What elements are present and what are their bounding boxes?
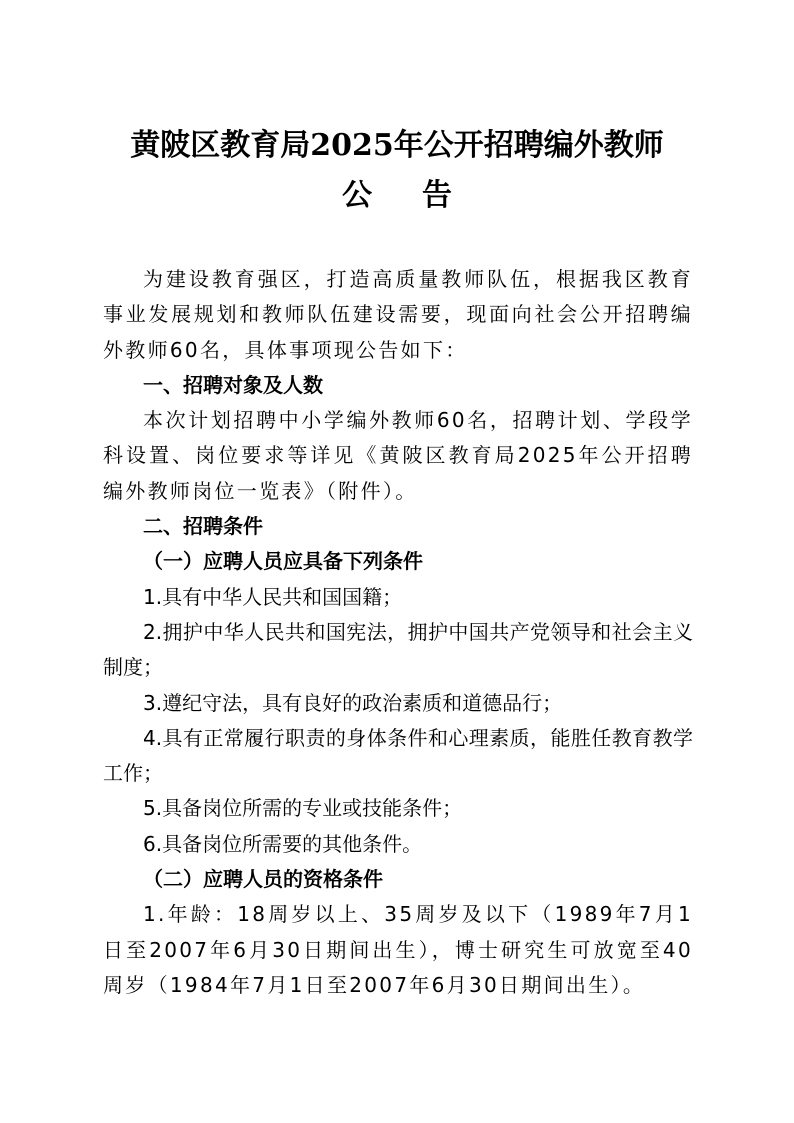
- section-heading-recruitment-targets: 一、招聘对象及人数: [143, 372, 323, 397]
- document-subtitle: 公告: [342, 178, 502, 213]
- condition-item-4: 4.具有正常履行职责的身体条件和心理素质，能胜任教育教学工作；: [103, 725, 693, 786]
- condition-item-6: 6.具备岗位所需要的其他条件。: [143, 831, 423, 856]
- qualification-item-1: 1.年龄：18周岁以上、35周岁及以下（1989年7月1日至2007年6月30日期间出生），博士研究生可放宽至40周岁（1984年7月1日至2007年6月30日期间出生）。: [103, 902, 693, 997]
- subsection-heading-general-conditions: （一）应聘人员应具备下列条件: [143, 549, 423, 574]
- section-heading-recruitment-conditions: 二、招聘条件: [143, 514, 263, 539]
- recruitment-targets-paragraph: 本次计划招聘中小学编外教师60名，招聘计划、学段学科设置、岗位要求等详见《黄陂区教育局2025年公开招聘编外教师岗位一览表》（附件）。: [103, 408, 693, 503]
- intro-paragraph: 为建设教育强区，打造高质量教师队伍，根据我区教育事业发展规划和教师队伍建设需要，现面向社会公开招聘编外教师60名，具体事项现公告如下：: [103, 267, 693, 362]
- condition-item-3: 3.遵纪守法，具有良好的政治素质和道德品行；: [143, 690, 563, 715]
- condition-item-5: 5.具备岗位所需的专业或技能条件；: [143, 796, 463, 821]
- condition-item-1: 1.具有中华人民共和国国籍；: [143, 584, 403, 609]
- subsection-heading-qualifications: （二）应聘人员的资格条件: [143, 867, 383, 892]
- document-body: [103, 262, 693, 1003]
- condition-item-2: 2.拥护中华人民共和国宪法，拥护中国共产党领导和社会主义制度；: [103, 619, 693, 680]
- document-title: 黄陂区教育局2025年公开招聘编外教师: [130, 128, 664, 163]
